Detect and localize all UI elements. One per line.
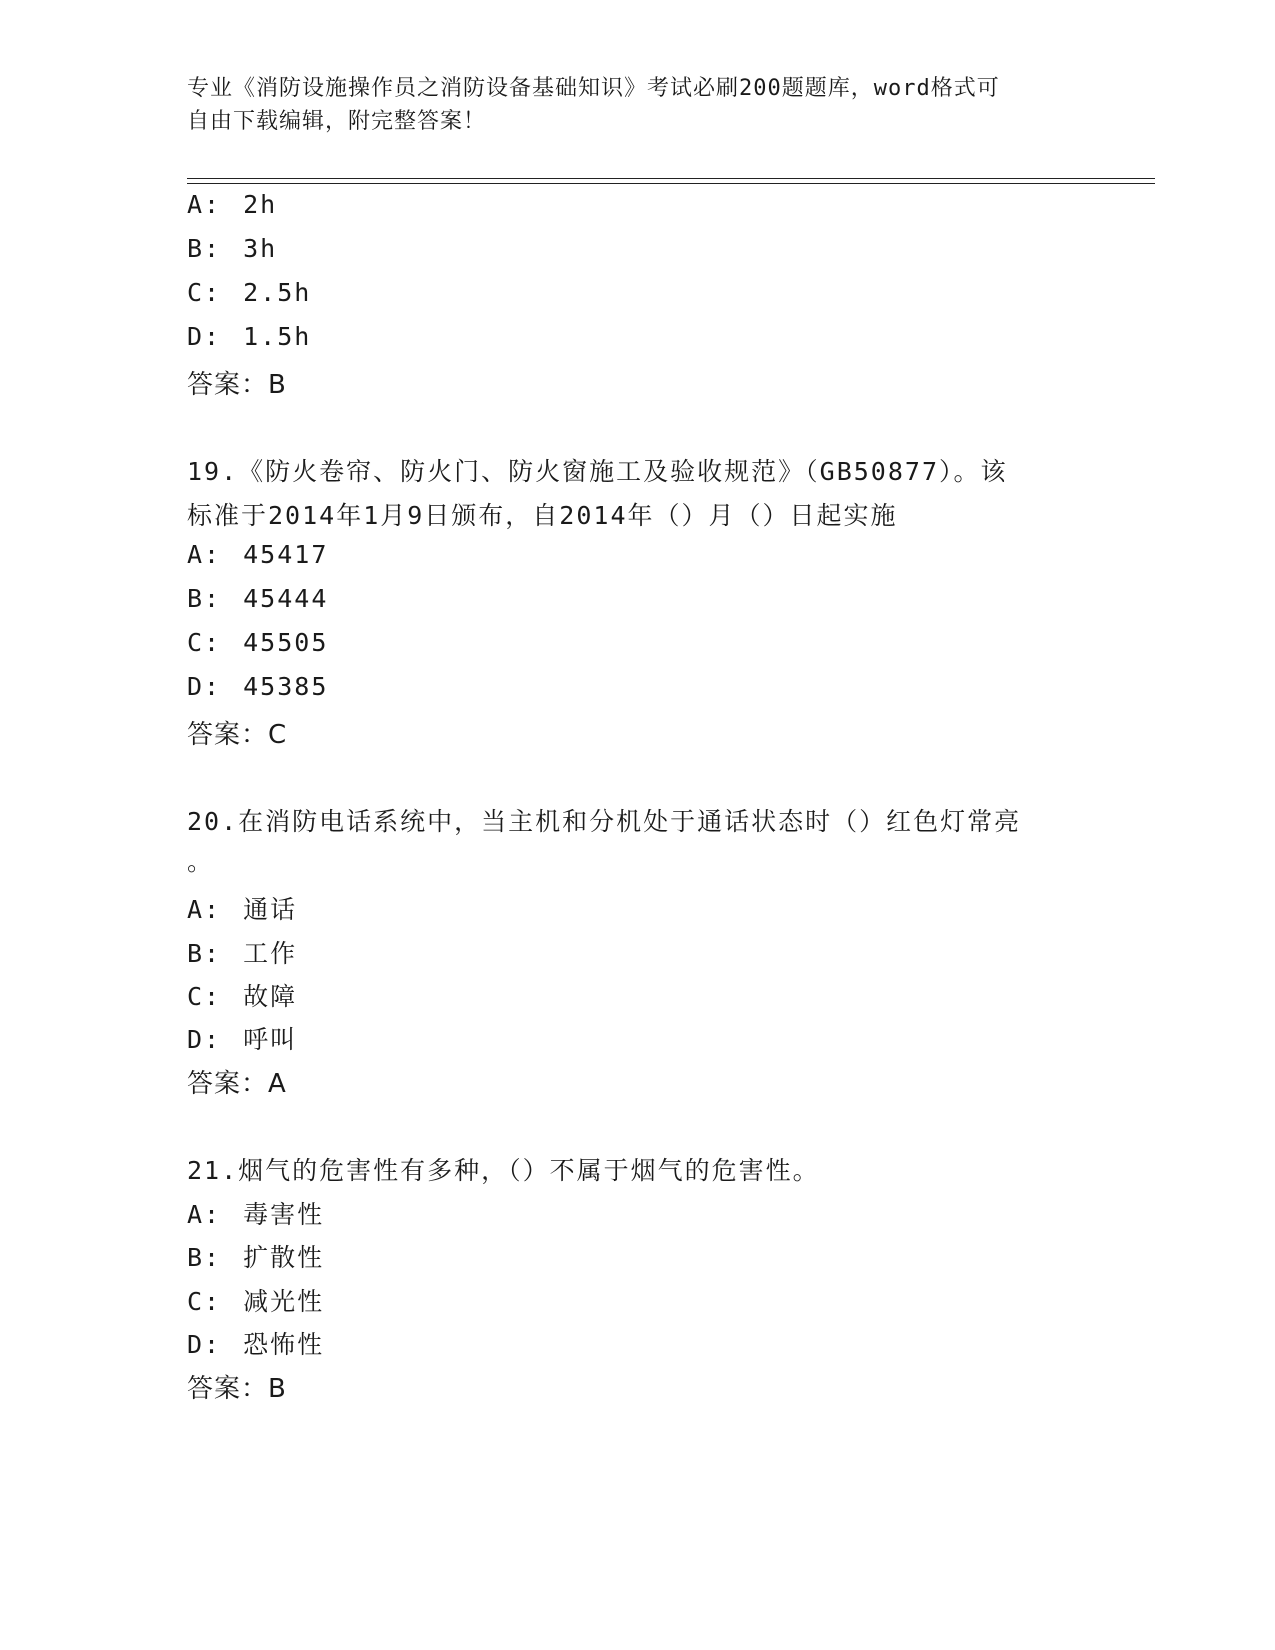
document-header	[187, 72, 1067, 138]
option-d: D: 呼叫	[187, 1025, 298, 1054]
option-a: A: 2h	[187, 190, 278, 219]
header-divider-top	[187, 178, 1155, 179]
option-c: C: 45505	[187, 628, 329, 657]
answer: 答案：B	[187, 370, 287, 400]
option-a: A: 通话	[187, 895, 298, 924]
option-a: A: 毒害性	[187, 1200, 325, 1229]
question-stem: 20.在消防电话系统中，当主机和分机处于通话状态时（）红色灯常亮	[187, 807, 1022, 836]
option-d: D: 恐怖性	[187, 1330, 325, 1359]
question-stem: 19.《防火卷帘、防火门、防火窗施工及验收规范》（GB50877）。该	[187, 457, 1008, 486]
option-b: B: 扩散性	[187, 1243, 325, 1272]
header-title-line-2: 自由下载编辑，附完整答案！	[187, 109, 487, 134]
question-stem-continued: 。	[187, 847, 215, 876]
option-d: D: 45385	[187, 672, 329, 701]
option-b: B: 45444	[187, 584, 329, 613]
option-b: B: 3h	[187, 234, 278, 263]
answer: 答案：B	[187, 1374, 287, 1404]
answer: 答案：A	[187, 1069, 287, 1099]
option-d: D: 1.5h	[187, 322, 312, 351]
question-stem-continued: 标准于2014年1月9日颁布，自2014年（）月（）日起实施	[187, 501, 898, 530]
option-c: C: 2.5h	[187, 278, 312, 307]
answer: 答案：C	[187, 720, 288, 750]
header-title-line-1: 专业《消防设施操作员之消防设备基础知识》考试必刷200题题库，word格式可	[187, 76, 1000, 101]
header-divider-bottom	[187, 183, 1155, 184]
option-c: C: 减光性	[187, 1287, 325, 1316]
option-a: A: 45417	[187, 540, 329, 569]
option-b: B: 工作	[187, 939, 298, 968]
question-stem: 21.烟气的危害性有多种，（）不属于烟气的危害性。	[187, 1156, 820, 1185]
option-c: C: 故障	[187, 982, 298, 1011]
